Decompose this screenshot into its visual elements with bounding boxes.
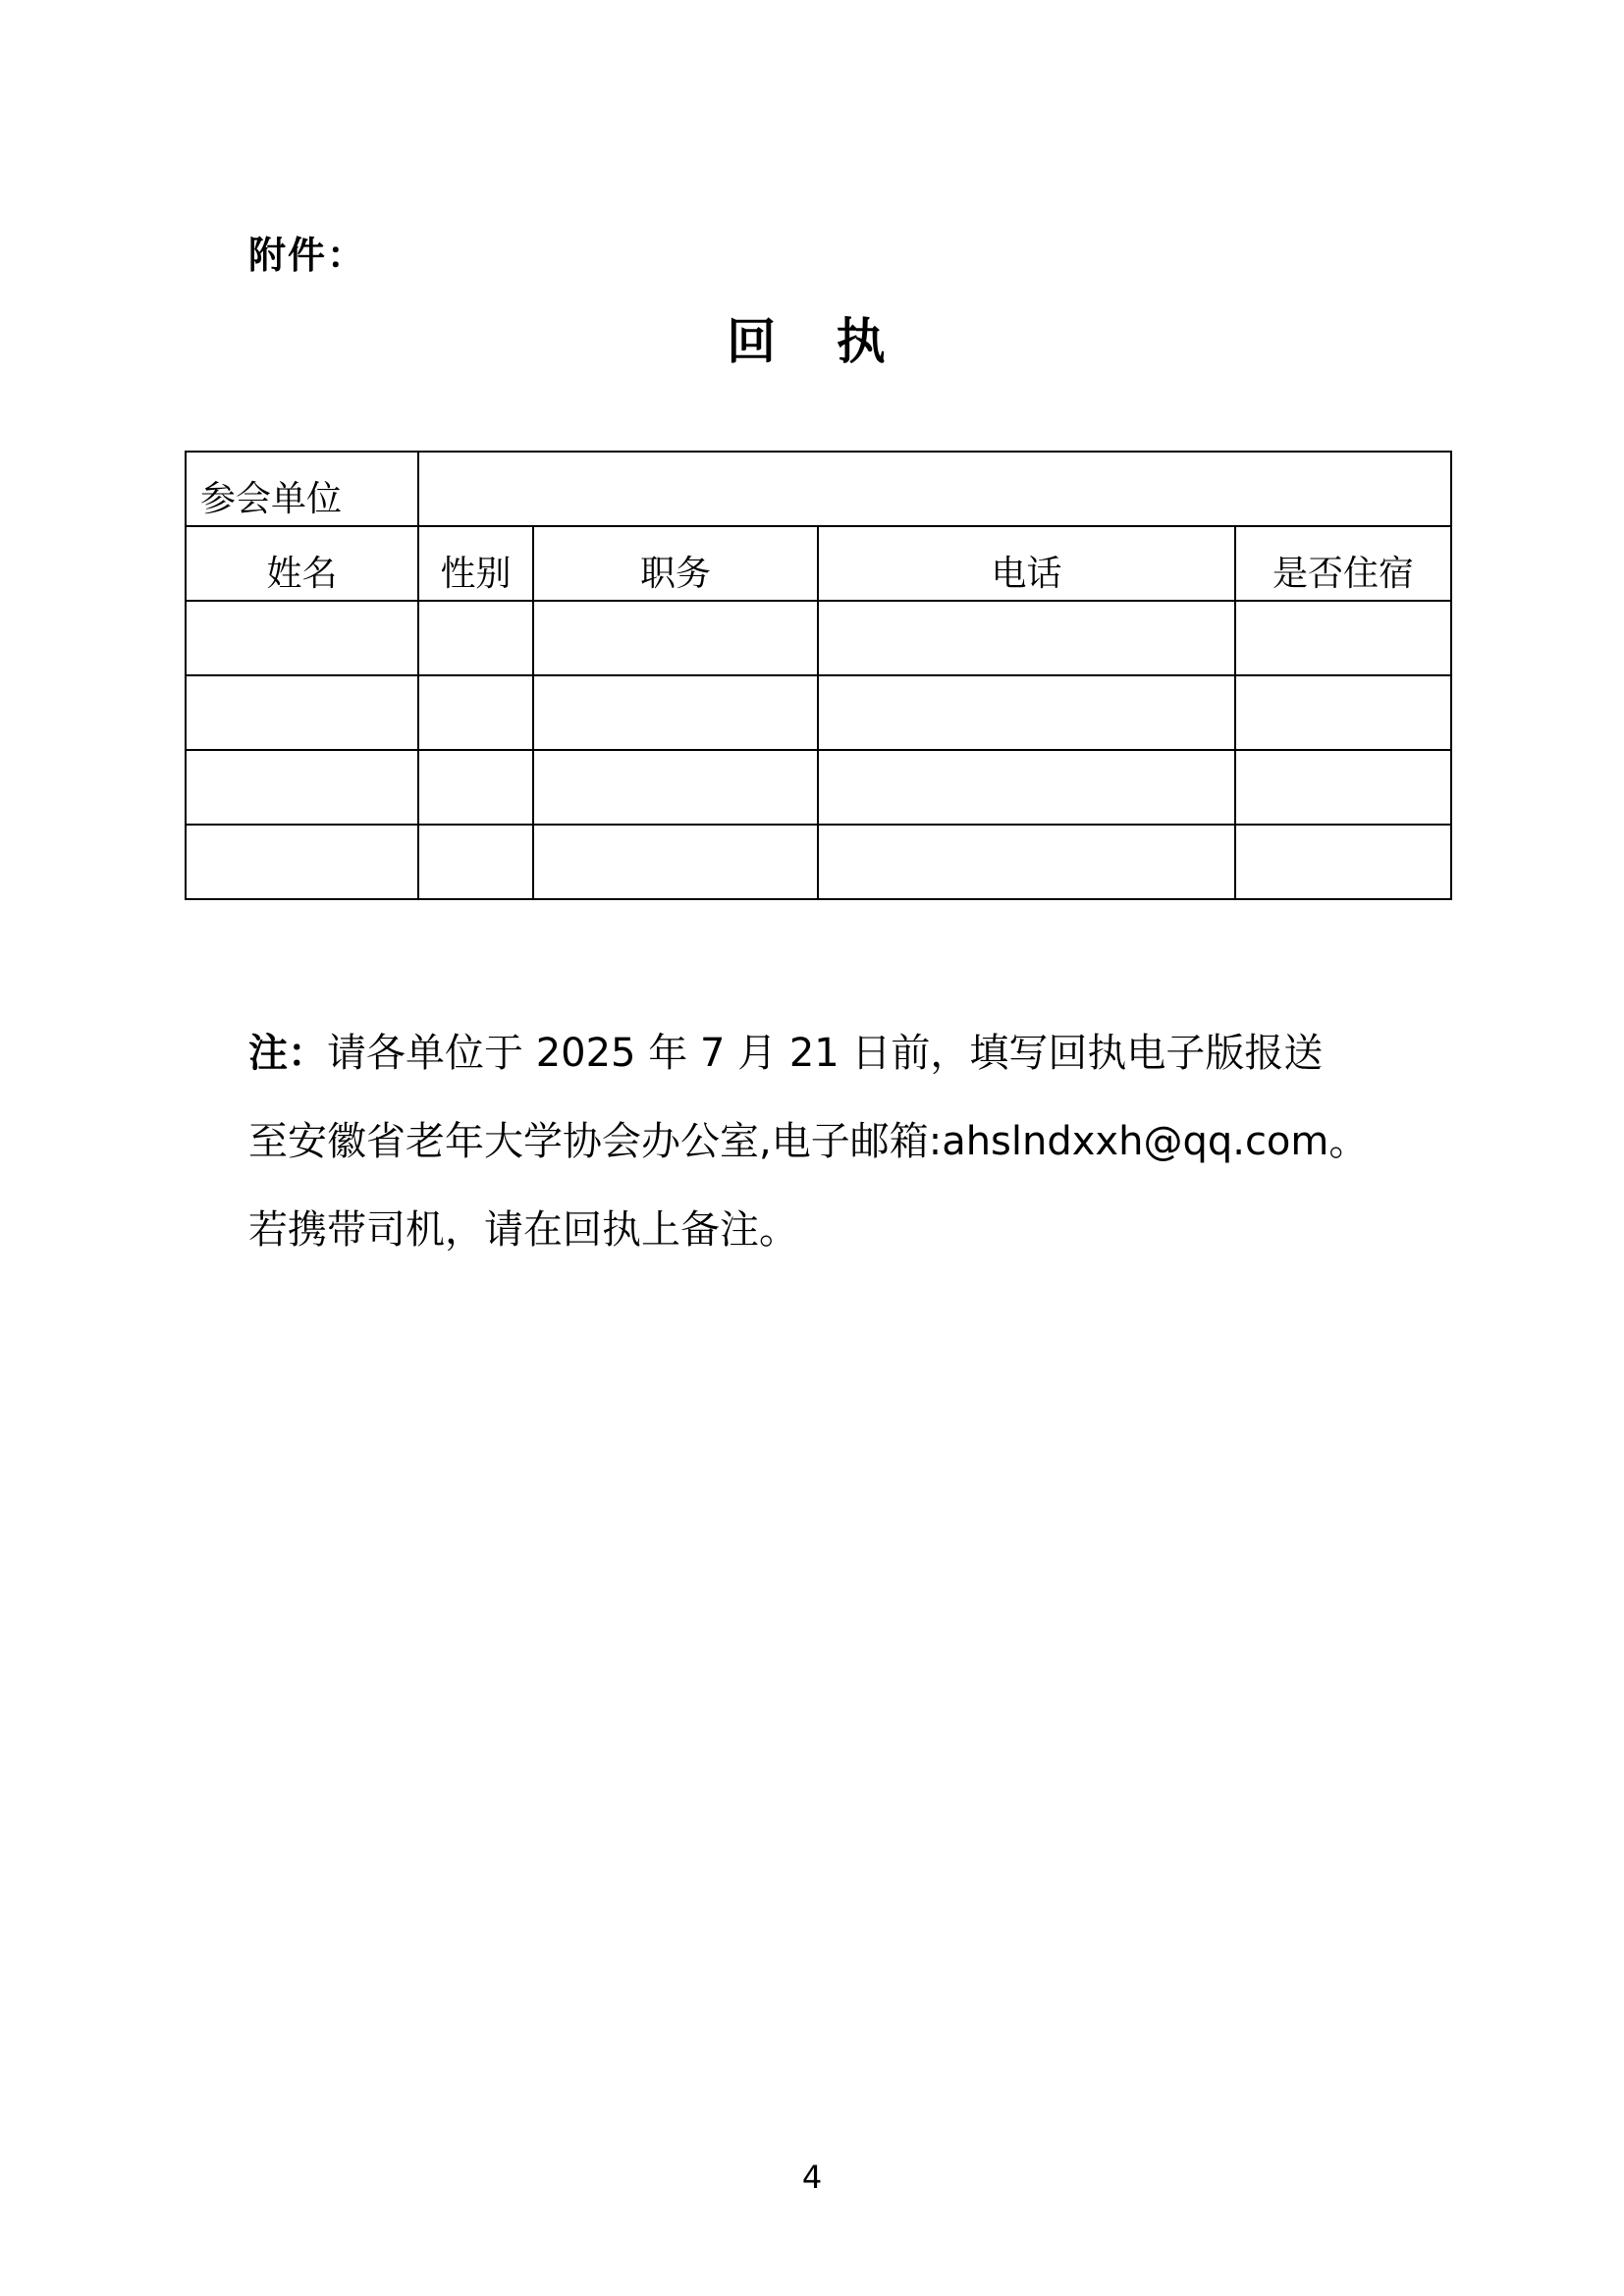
note-line-1 (248, 1009, 1466, 1097)
phone-cell[interactable] (818, 675, 1235, 750)
table-row (186, 601, 1451, 675)
accommodation-cell[interactable] (1235, 750, 1451, 825)
unit-value-cell[interactable] (418, 452, 1451, 526)
note-line-2: 至安徽省老年大学协会办公室,电子邮箱:ahslndxxh@qq.com。 (248, 1119, 1369, 1164)
position-cell[interactable] (533, 825, 818, 899)
accommodation-cell[interactable] (1235, 601, 1451, 675)
accommodation-cell[interactable] (1235, 825, 1451, 899)
accommodation-cell[interactable] (1235, 675, 1451, 750)
position-cell[interactable] (533, 601, 818, 675)
note-prefix: 注： (248, 1031, 327, 1076)
header-position: 职务 (533, 526, 818, 601)
gender-cell[interactable] (418, 825, 533, 899)
header-row (186, 526, 1451, 601)
position-cell[interactable] (533, 675, 818, 750)
note-paragraph (248, 1009, 1466, 1274)
table-row (186, 675, 1451, 750)
gender-cell[interactable] (418, 675, 533, 750)
gender-cell[interactable] (418, 750, 533, 825)
name-cell[interactable] (186, 825, 418, 899)
note-line-3: 若携带司机，请在回执上备注。 (248, 1207, 798, 1253)
header-name: 姓名 (186, 526, 418, 601)
phone-cell[interactable] (818, 825, 1235, 899)
name-cell[interactable] (186, 601, 418, 675)
document-title: 回 执 (727, 313, 907, 370)
header-gender: 性别 (418, 526, 533, 601)
name-cell[interactable] (186, 750, 418, 825)
attachment-label: 附件： (248, 234, 367, 277)
page-number: 4 (801, 2159, 823, 2196)
table-row (186, 825, 1451, 899)
name-cell[interactable] (186, 675, 418, 750)
header-phone: 电话 (818, 526, 1235, 601)
phone-cell[interactable] (818, 750, 1235, 825)
position-cell[interactable] (533, 750, 818, 825)
phone-cell[interactable] (818, 601, 1235, 675)
receipt-table (185, 451, 1452, 900)
note-line-1-text: 请各单位于 2025 年 7 月 21 日前，填写回执电子版报送 (327, 1031, 1324, 1076)
table-row (186, 750, 1451, 825)
gender-cell[interactable] (418, 601, 533, 675)
unit-row (186, 452, 1451, 526)
header-accommodation: 是否住宿 (1235, 526, 1451, 601)
unit-label-cell: 参会单位 (186, 452, 418, 526)
